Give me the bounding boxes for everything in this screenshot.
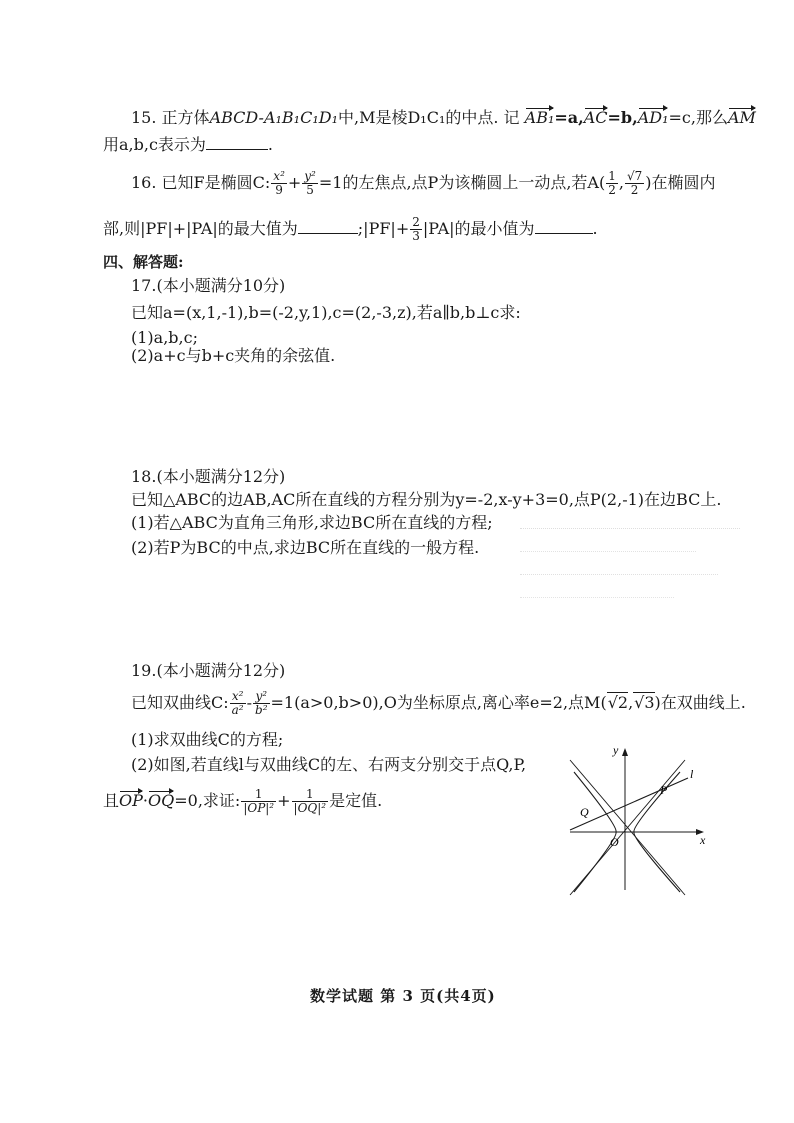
- vector-ad1: AD₁: [637, 108, 669, 127]
- label-y: y: [613, 743, 619, 757]
- vector-oq: OQ: [148, 791, 175, 810]
- problem-19-q2: (2)如图,若直线l与双曲线C的左、右两支分别交于点Q,P,: [131, 755, 527, 774]
- fraction-sqrt7-over-2: $\frac{√7}{2}$: [626, 169, 643, 197]
- page-footer: 数学试题 第 3 页(共4页): [310, 987, 496, 1005]
- answer-blank: [206, 149, 268, 150]
- problem-17-q1: (1)a,b,c;: [131, 328, 198, 347]
- fraction-x2-a2: $\frac{\text{x²}}{\text{a²}}$: [231, 689, 244, 717]
- problem-19-q1: (1)求双曲线C的方程;: [131, 730, 284, 749]
- label-l: l: [690, 767, 694, 781]
- problem-18-q2: (2)若P为BC的中点,求边BC所在直线的一般方程.: [131, 538, 480, 557]
- vector-ab1: AB₁: [524, 108, 555, 127]
- fraction-one-over-oq2: $\frac{1}{\text{|OQ|²}}$: [293, 787, 327, 815]
- fraction-y2-b2: $\frac{\text{y²}}{\text{b²}}$: [255, 689, 268, 717]
- problem-19-stem: 已知双曲线C: $\frac{\text{x²}}{\text{a²}}$ - $\frac{\text{y²}}{\text{b²}}$ =1(a>0,b>0),O为坐标原点,离心率e=2,点M(√2,√3)在双曲线上.: [131, 689, 746, 717]
- vector-ac: AC: [583, 108, 608, 127]
- problem-17-stem: 已知a=(x,1,-1),b=(-2,y,1),c=(2,-3,z),若a∥b,b⊥c求:: [131, 303, 521, 322]
- fraction-half: $\frac{1}{2}$: [608, 169, 616, 197]
- problem-number: 16.: [131, 173, 157, 192]
- problem-18-stem: 已知△ABC的边AB,AC所在直线的方程分别为y=-2,x-y+3=0,点P(2,-1)在边BC上.: [131, 490, 722, 509]
- problem-17-q2: (2)a+c与b+c夹角的余弦值.: [131, 346, 336, 365]
- hyperbola-figure: [540, 740, 720, 900]
- bleed-through-noise: [520, 520, 740, 660]
- fraction-one-over-op2: $\frac{1}{\text{|OP|²}}$: [243, 787, 275, 815]
- problem-number: 15.: [131, 108, 157, 127]
- y-axis-arrow: [622, 748, 628, 756]
- fraction-y2-5: $\frac{\text{y²}}{5}$: [304, 169, 316, 197]
- problem-16-line2: 部,则|PF|+|PA|的最大值为 ;|PF|+ $\frac{2}{3}$ |PA|的最小值为 .: [103, 215, 598, 243]
- problem-15-line2: 用a,b,c表示为 .: [103, 135, 274, 154]
- vector-am: AM: [727, 108, 756, 127]
- problem-18-header: 18.(本小题满分12分): [131, 467, 286, 486]
- vector-op: OP: [119, 791, 143, 810]
- answer-blank: [298, 233, 358, 234]
- label-q: Q: [580, 805, 589, 819]
- label-p: P: [660, 783, 668, 797]
- fraction-x2-9: $\frac{\text{x²}}{9}$: [273, 169, 285, 197]
- problem-17-header: 17.(本小题满分10分): [131, 276, 286, 295]
- problem-16-line1: 16. 已知F是椭圆C: $\frac{\text{x²}}{9}$ + $\frac{\text{y²}}{5}$ =1的左焦点,点P为该椭圆上一动点,若A( $\frac{1}{2}$ , $\frac{√7}{2}$ )在椭圆内: [131, 169, 716, 197]
- answer-blank: [535, 233, 593, 234]
- problem-19-header: 19.(本小题满分12分): [131, 661, 286, 680]
- problem-18-q1: (1)若△ABC为直角三角形,求边BC所在直线的方程;: [131, 513, 493, 532]
- problem-15-line1: 15. 正方体ABCD-A₁B₁C₁D₁中,M是棱D₁C₁的中点. 记 AB₁=a,AC=b,AD₁=c,那么AM: [131, 108, 756, 127]
- problem-19-q3: 且OP·OQ=0,求证: $\frac{1}{\text{|OP|²}}$ + $\frac{1}{\text{|OQ|²}}$ 是定值.: [103, 787, 383, 815]
- line-l: [570, 778, 688, 830]
- fraction-two-thirds: $\frac{2}{3}$: [412, 215, 420, 243]
- section-heading: 四、解答题:: [103, 253, 184, 271]
- label-x: x: [700, 833, 706, 847]
- label-o: O: [610, 835, 619, 849]
